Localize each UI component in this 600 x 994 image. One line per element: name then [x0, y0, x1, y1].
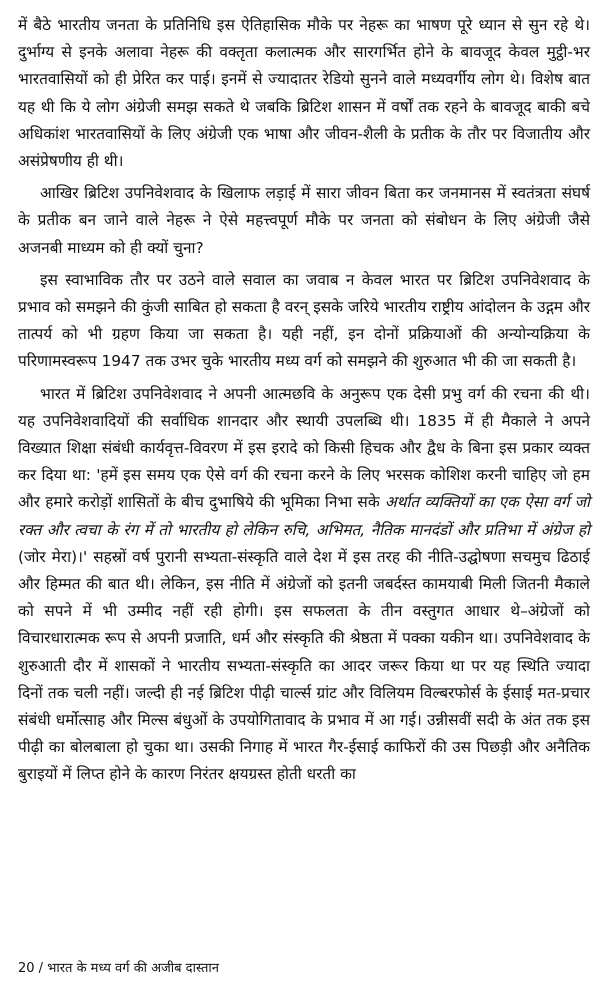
paragraph-macaulay: [18, 381, 590, 789]
paragraph-text-before-quote: भारत में ब्रिटिश उपनिवेशवाद ने अपनी आत्मछवि के अनुरूप एक देसी प्रभु वर्ग की रचना की थी। यह उपनिवेशवादियों की सर्वाधिक शानदार और स्थायी उपलब्धि थी। 1835 में ही मैकाले ने अपने विख्यात शिक्षा संबंधी कार्यवृत्त-विवरण में इस इरादे को किसी हिचक और द्वैध के बिना इस प्रकार व्यक्त कर दिया था: 'हमें इस समय एक ऐसे वर्ग की रचना करने के लिए भरसक कोशिश करनी चाहिए जो हम और हमारे करोड़ों शासितों के बीच दुभाषिये की भूमिका निभा सके: [18, 384, 590, 512]
paragraph-text-after-quote: (जोर मेरा)।' सहस्रों वर्ष पुरानी सभ्यता-संस्कृति वाले देश में इस तरह की नीति-उद्घोषणा सचमुच ढिठाई और हिम्मत की बात थी। लेकिन, इस नीति में अंग्रेजों को इतनी जबर्दस्त कामयाबी मिली जितनी मैकाले को सपने में भी उम्मीद नहीं रही होगी। इस सफलता के तीन वस्तुगत आधार थे–अंग्रेजों को विचारधारात्मक रूप से अपनी प्रजाति, धर्म और संस्कृति की श्रेष्ठता में पक्का यकीन था। उपनिवेशवाद के शुरुआती दौर में शासकों ने भारतीय सभ्यता-संस्कृति का आदर जरूर किया था पर यह स्थिति ज्यादा दिनों तक चली नहीं। जल्दी ही नई ब्रिटिश पीढ़ी चार्ल्स ग्रांट और विलियम विल्बरफोर्स के ईसाई मत-प्रचार संबंधी धर्मोत्साह और मिल्स बंधुओं के उपयोगितावाद के प्रभाव में आ गई। उन्नीसवीं सदी के अंत तक इस पीढ़ी का बोलबाला हो चुका था। उसकी निगाह में भारत गैर-ईसाई काफिरों की उस पिछड़ी और अनैतिक बुराइयों में लिप्त होने के कारण निरंतर क्षयग्रस्त होती धरती का: [18, 547, 590, 784]
footer-separator: /: [34, 961, 48, 976]
paragraph-question: आखिर ब्रिटिश उपनिवेशवाद के खिलाफ लड़ाई में सारा जीवन बिता कर जनमानस में स्वतंत्रता संघर्ष के प्रतीक बन जाने वाले नेहरू ने ऐसे महत्त्वपूर्ण मौके पर जनता को संबोधन के लिए अंग्रेजी जैसे अजनबी माध्यम को ही क्यों चुना?: [18, 184, 590, 257]
paragraph-answer: इस स्वाभाविक तौर पर उठने वाले सवाल का जवाब न केवल भारत पर ब्रिटिश उपनिवेशवाद के प्रभाव को समझने की कुंजी साबित हो सकता है वरन् इसके जरिये भारतीय राष्ट्रीय आंदोलन के उद्गम और तात्पर्य को भी ग्रहण किया जा सकता है। यही नहीं, इन दोनों प्रक्रियाओं की अन्योन्यक्रिया के परिणामस्वरूप 1947 तक उभर चुके भारतीय मध्य वर्ग को समझने की शुरुआत भी की जा सकती है।: [18, 270, 590, 371]
page-footer: [18, 960, 219, 978]
page-number: 20: [18, 961, 35, 976]
paragraph-continuation: में बैठे भारतीय जनता के प्रतिनिधि इस ऐतिहासिक मौके पर नेहरू का भाषण पूरे ध्यान से सुन रहे थे। दुर्भाग्य से इनके अलावा नेहरू की वक्तृता कलात्मक और सारगर्भित होने के बावजूद केवल मुट्ठी-भर भारतवासियों को ही प्रेरित कर पाई। इनमें से ज्यादातर रेडियो सुनने वाले मध्यवर्गीय लोग थे। विशेष बात यह थी कि ये लोग अंग्रेजी समझ सकते थे जबकि ब्रिटिश शासन में वर्षों तक रहने के बावजूद बाकी बचे अधिकांश भारतवासियों के लिए अंग्रेजी एक भाषा और जीवन-शैली के प्रतीक के तौर पर विजातीय और असंप्रेषणीय ही थी।: [18, 16, 590, 171]
book-title: भारत के मध्य वर्ग की अजीब दास्तान: [47, 961, 220, 976]
italic-quote: अर्थात व्यक्तियों का एक ऐसा वर्ग जो रक्त और त्वचा के रंग में तो भारतीय हो लेकिन रुचि, अभिमत, नैतिक मानदंडों और प्रतिभा में अंग्रेज हो: [18, 493, 590, 539]
